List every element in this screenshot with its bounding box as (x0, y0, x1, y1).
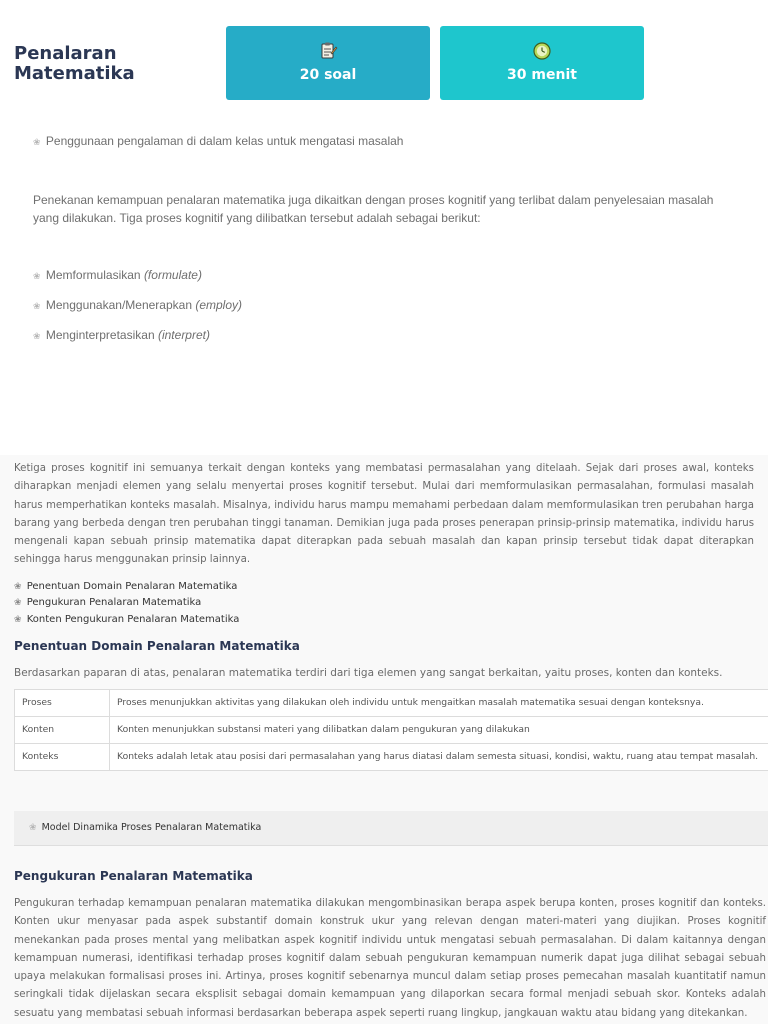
toc-link-label: Penentuan Domain Penalaran Matematika (26, 581, 238, 592)
bullet-icon: ❀ (33, 137, 41, 147)
bullet-icon: ❀ (14, 598, 22, 609)
table-cell-term: Konteks (15, 744, 110, 771)
bullet-experience (33, 134, 403, 148)
context-paragraph: Ketiga proses kognitif ini semuanya terkait dengan konteks yang membatasi permasalahan yang ditelaah. Sejak dari proses awal, konteks diharapkan menjadi elemen yang selalu menyertai proses kognitif tersebut. Mulai dari memformulasikan permasalahan, formulasi masalah harus memperhatikan konteks masalah. Misalnya, individu harus mampu memahami perbedaan dalam memformulasikan tren perubahan harga barang yang berbeda dengan tren perubahan tinggi tanaman. Demikian juga pada proses penerapan prinsip-prinsip matematika, individu harus mengenali kapan sebuah prinsip matematika dapat diterapkan pada sebuah masalah dan kapan prinsip tersebut tidak dapat diterapkan sehingga harus menggunakan prinsip lainnya. (14, 463, 754, 566)
bullet-icon: ❀ (14, 614, 22, 625)
elements-table (14, 689, 768, 771)
question-count-label: 20 soal (299, 67, 357, 83)
table-cell-desc: Konteks adalah letak atau posisi dari permasalahan yang harus diatasi dalam semesta situasi, kondisi, waktu, ruang atau tempat masalah. (110, 744, 768, 771)
sticky-header (0, 0, 768, 107)
question-count-card[interactable] (226, 26, 430, 100)
table-cell-term: Konten (15, 717, 110, 744)
process-term: (employ) (195, 298, 243, 312)
model-accordion-label: Model Dinamika Proses Penalaran Matematika (41, 822, 262, 833)
table-cell-term: Proses (15, 690, 110, 717)
model-accordion[interactable] (14, 811, 768, 846)
section-intro: Berdasarkan paparan di atas, penalaran matematika terdiri dari tiga elemen yang sangat berkaitan, yaitu proses, konten dan konteks. (14, 667, 723, 679)
lower-section (0, 455, 768, 1024)
table-of-contents (14, 579, 239, 628)
toc-link-label: Konten Pengukuran Penalaran Matematika (26, 613, 240, 625)
bullet-text: Penggunaan pengalaman di dalam kelas untuk mengatasi masalah (45, 134, 404, 148)
duration-label: 30 menit (507, 67, 577, 83)
table-row (15, 744, 768, 771)
process-item (33, 268, 202, 282)
process-paragraph: Penekanan kemampuan penalaran matematika juga dikaitkan dengan proses kognitif yang terlibat dalam penyelesaian masalah yang dilakukan. Tiga proses kognitif yang dilibatkan tersebut adalah sebagai berikut: (33, 193, 714, 225)
toc-link-label: Pengukuran Penalaran Matematika (26, 597, 202, 609)
table-cell-desc: Konten menunjukkan substansi materi yang dilibatkan dalam pengukuran yang dilakukan (110, 717, 768, 744)
toc-link[interactable] (14, 595, 239, 611)
duration-card[interactable] (440, 26, 644, 100)
bullet-icon: ❀ (33, 331, 41, 341)
process-item (33, 328, 210, 342)
measurement-paragraph: Pengukuran terhadap kemampuan penalaran matematika dilakukan mengombinasikan berapa aspek berupa konten, proses kognitif dan konteks. Konten ukur menyasar pada aspek substantif domain konstruk ukur yang relevan dengan materi-materi yang diujikan. Proses kognitif menekankan pada proses mental yang melibatkan aspek kognitif individu untuk mengatasi sebuah permasalahan. Di dalam kaitannya dengan kemampuan numerasi, identifikasi terhadap proses kognitif dalam sebuah pengukuran kemampuan numerik dapat juga dilihat sebagai sebuah upaya melakukan formalisasi proses ini. Artinya, proses kognitif sebenarnya muncul dalam setiap proses pemecahan masalah kuantitatif namun seringkali tidak dijelaskan secara eksplisit sebagai domain kemampuan yang dilaporkan secara formal menjadi sebuah skor. Konteks adalah sesuatu yang membatasi sebuah informasi berdasarkan beberapa aspek seperti ruang lingkup, jangkauan waktu atau bidang yang ditekankan. (14, 898, 766, 1019)
toc-link[interactable] (14, 579, 239, 595)
bullet-icon: ❀ (33, 271, 41, 281)
table-row (15, 717, 768, 744)
bullet-icon: ❀ (33, 301, 41, 311)
clock-icon (532, 41, 552, 61)
page-title: Penalaran Matematika (14, 43, 135, 84)
bullet-icon: ❀ (29, 823, 37, 833)
process-name: Menginterpretasikan (45, 328, 155, 342)
process-name: Memformulasikan (45, 268, 141, 282)
table-row (15, 690, 768, 717)
section-heading: Penentuan Domain Penalaran Matematika (14, 639, 300, 653)
process-term: (formulate) (143, 268, 202, 282)
process-term: (interpret) (157, 328, 210, 342)
process-item (33, 298, 242, 312)
bullet-icon: ❀ (14, 582, 22, 592)
section-heading: Pengukuran Penalaran Matematika (14, 869, 253, 883)
clipboard-icon (318, 41, 338, 61)
table-cell-desc: Proses menunjukkan aktivitas yang dilakukan oleh individu untuk mengaitkan masalah matematika sesuai dengan konteksnya. (110, 690, 768, 717)
toc-link[interactable] (14, 612, 239, 628)
process-name: Menggunakan/Menerapkan (45, 298, 192, 312)
